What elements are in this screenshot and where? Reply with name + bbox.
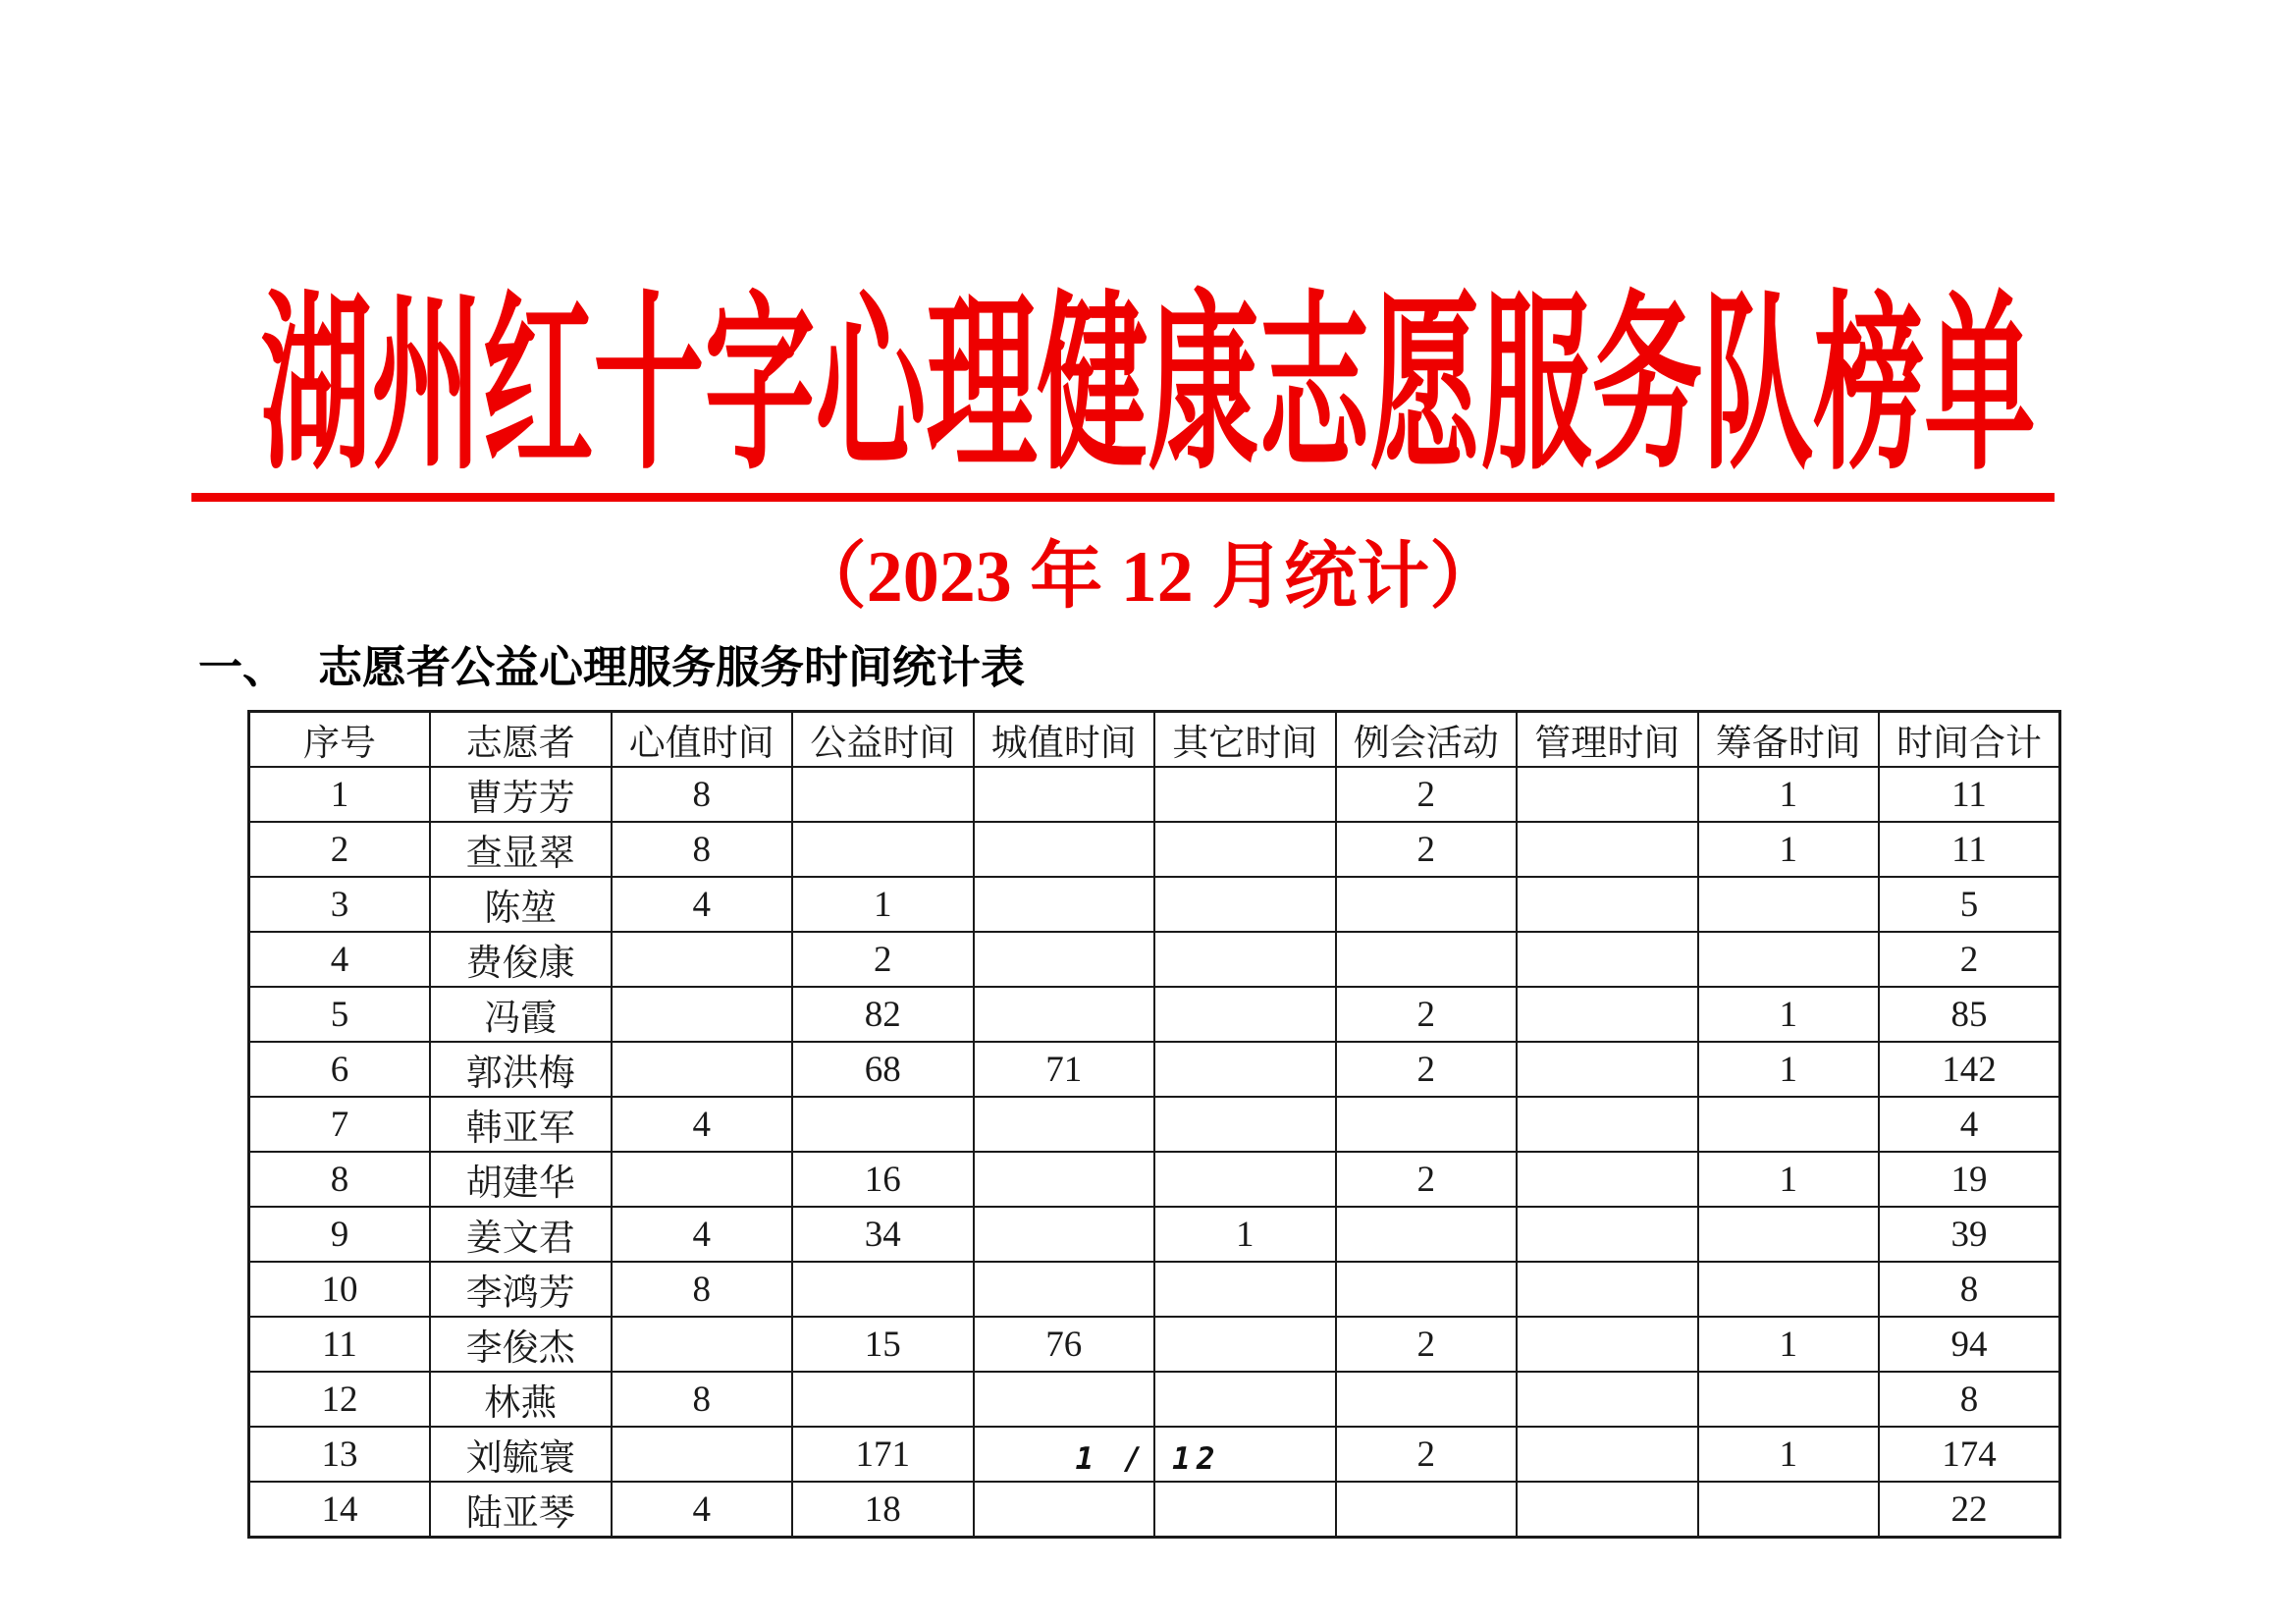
table-cell: 68 bbox=[792, 1042, 974, 1097]
table-cell bbox=[1517, 1042, 1698, 1097]
table-cell bbox=[1154, 1482, 1336, 1538]
table-cell: 冯霞 bbox=[430, 987, 612, 1042]
table-cell: 82 bbox=[792, 987, 974, 1042]
table-cell: 8 bbox=[612, 1262, 793, 1317]
table-cell bbox=[1154, 877, 1336, 932]
table-cell: 19 bbox=[1879, 1152, 2060, 1207]
table-cell bbox=[612, 1152, 793, 1207]
table-cell: 1 bbox=[1698, 1317, 1880, 1372]
table-cell: 174 bbox=[1879, 1427, 2060, 1482]
table-cell: 142 bbox=[1879, 1042, 2060, 1097]
table-cell bbox=[1154, 932, 1336, 987]
document-title: 湖州红十字心理健康志愿服务队榜单 bbox=[260, 281, 2036, 493]
table-cell: 查显翠 bbox=[430, 822, 612, 877]
table-cell bbox=[792, 1372, 974, 1427]
table-cell bbox=[612, 1317, 793, 1372]
table-cell bbox=[974, 1207, 1155, 1262]
table-row bbox=[249, 1152, 2060, 1207]
page-footer bbox=[0, 1441, 2296, 1477]
table-cell: 2 bbox=[792, 932, 974, 987]
table-cell bbox=[974, 1152, 1155, 1207]
table-header-cell: 其它时间 bbox=[1154, 712, 1336, 768]
table-cell: 10 bbox=[249, 1262, 431, 1317]
table-row bbox=[249, 822, 2060, 877]
table-cell bbox=[974, 1482, 1155, 1538]
stats-table bbox=[247, 710, 2061, 1539]
table-cell bbox=[1698, 877, 1880, 932]
table-cell: 李俊杰 bbox=[430, 1317, 612, 1372]
table-cell: 4 bbox=[612, 1097, 793, 1152]
table-cell bbox=[1336, 1207, 1518, 1262]
table-cell bbox=[1517, 877, 1698, 932]
table-cell: 71 bbox=[974, 1042, 1155, 1097]
document-subtitle-container bbox=[0, 520, 2296, 633]
table-cell: 1 bbox=[1698, 1427, 1880, 1482]
table-cell bbox=[792, 767, 974, 822]
table-cell bbox=[974, 987, 1155, 1042]
table-cell: 16 bbox=[792, 1152, 974, 1207]
document-subtitle: （2023 年 12 月统计） bbox=[793, 536, 1503, 618]
table-row bbox=[249, 932, 2060, 987]
table-row bbox=[249, 877, 2060, 932]
table-cell: 胡建华 bbox=[430, 1152, 612, 1207]
table-cell bbox=[612, 1042, 793, 1097]
table-cell: 1 bbox=[1698, 1042, 1880, 1097]
table-cell bbox=[1517, 987, 1698, 1042]
table-cell bbox=[1517, 1207, 1698, 1262]
table-cell: 2 bbox=[249, 822, 431, 877]
table-cell bbox=[1517, 822, 1698, 877]
table-cell: 11 bbox=[1879, 822, 2060, 877]
table-cell bbox=[612, 932, 793, 987]
title-underline bbox=[191, 493, 2055, 502]
table-cell bbox=[1336, 1372, 1518, 1427]
table-cell bbox=[1336, 1482, 1518, 1538]
table-cell bbox=[1154, 1152, 1336, 1207]
table-cell bbox=[974, 1097, 1155, 1152]
table-cell: 陈堃 bbox=[430, 877, 612, 932]
table-cell: 姜文君 bbox=[430, 1207, 612, 1262]
table-cell: 171 bbox=[792, 1427, 974, 1482]
table-cell: 22 bbox=[1879, 1482, 2060, 1538]
table-cell bbox=[1698, 1482, 1880, 1538]
table-cell: 34 bbox=[792, 1207, 974, 1262]
table-cell bbox=[1154, 1317, 1336, 1372]
table-cell: 5 bbox=[1879, 877, 2060, 932]
table-cell bbox=[974, 1262, 1155, 1317]
table-row bbox=[249, 767, 2060, 822]
table-cell bbox=[1517, 1262, 1698, 1317]
table-cell: 8 bbox=[612, 822, 793, 877]
table-cell bbox=[1336, 1262, 1518, 1317]
table-cell: 1 bbox=[1698, 822, 1880, 877]
table-row bbox=[249, 1207, 2060, 1262]
table-cell: 76 bbox=[974, 1317, 1155, 1372]
table-cell: 18 bbox=[792, 1482, 974, 1538]
document-title-container bbox=[0, 283, 2296, 491]
table-header-cell: 公益时间 bbox=[792, 712, 974, 768]
table-cell: 14 bbox=[249, 1482, 431, 1538]
table-cell: 2 bbox=[1336, 1152, 1518, 1207]
table-header-cell: 序号 bbox=[249, 712, 431, 768]
table-cell: 2 bbox=[1336, 1427, 1518, 1482]
table-cell bbox=[1154, 1262, 1336, 1317]
table-cell: 8 bbox=[1879, 1262, 2060, 1317]
table-header-cell: 心值时间 bbox=[612, 712, 793, 768]
page-number-indicator: 1 / 12 bbox=[1075, 1441, 1221, 1477]
table-header-cell: 例会活动 bbox=[1336, 712, 1518, 768]
table-cell bbox=[974, 767, 1155, 822]
table-cell: 林燕 bbox=[430, 1372, 612, 1427]
table-header-cell: 志愿者 bbox=[430, 712, 612, 768]
table-header-cell: 筹备时间 bbox=[1698, 712, 1880, 768]
table-cell: 8 bbox=[249, 1152, 431, 1207]
table-row bbox=[249, 1097, 2060, 1152]
table-cell: 2 bbox=[1336, 1042, 1518, 1097]
table-cell: 85 bbox=[1879, 987, 2060, 1042]
table-cell bbox=[1698, 1097, 1880, 1152]
table-cell bbox=[1154, 1097, 1336, 1152]
table-cell bbox=[974, 822, 1155, 877]
table-cell bbox=[792, 822, 974, 877]
table-cell: 4 bbox=[1879, 1097, 2060, 1152]
table-cell: 2 bbox=[1879, 932, 2060, 987]
table-cell bbox=[1154, 1372, 1336, 1427]
table-cell: 刘毓寰 bbox=[430, 1427, 612, 1482]
table-cell: 94 bbox=[1879, 1317, 2060, 1372]
table-row bbox=[249, 987, 2060, 1042]
table-row bbox=[249, 1482, 2060, 1538]
table-cell: 13 bbox=[249, 1427, 431, 1482]
table-cell bbox=[1517, 1152, 1698, 1207]
table-cell: 8 bbox=[612, 1372, 793, 1427]
table-cell: 3 bbox=[249, 877, 431, 932]
table-cell: 5 bbox=[249, 987, 431, 1042]
table-cell bbox=[1517, 1097, 1698, 1152]
table-cell bbox=[1517, 767, 1698, 822]
table-cell: 12 bbox=[249, 1372, 431, 1427]
table-cell bbox=[612, 987, 793, 1042]
table-cell: 1 bbox=[1698, 987, 1880, 1042]
table-cell bbox=[1698, 1207, 1880, 1262]
table-cell bbox=[1698, 932, 1880, 987]
table-cell: 郭洪梅 bbox=[430, 1042, 612, 1097]
table-cell: 15 bbox=[792, 1317, 974, 1372]
table-cell: 韩亚军 bbox=[430, 1097, 612, 1152]
table-cell bbox=[1154, 822, 1336, 877]
table-cell: 陆亚琴 bbox=[430, 1482, 612, 1538]
section-number: 一、 bbox=[198, 642, 288, 692]
table-cell: 1 bbox=[792, 877, 974, 932]
table-cell: 6 bbox=[249, 1042, 431, 1097]
table-cell bbox=[1336, 1097, 1518, 1152]
table-cell: 2 bbox=[1336, 822, 1518, 877]
table-row bbox=[249, 1317, 2060, 1372]
table-cell: 2 bbox=[1336, 1317, 1518, 1372]
table-cell bbox=[974, 1372, 1155, 1427]
table-cell: 7 bbox=[249, 1097, 431, 1152]
section-title: 志愿者公益心理服务服务时间统计表 bbox=[318, 642, 1026, 692]
table-cell bbox=[1517, 1372, 1698, 1427]
table-cell: 1 bbox=[1698, 767, 1880, 822]
table-cell: 9 bbox=[249, 1207, 431, 1262]
table-cell bbox=[1154, 767, 1336, 822]
table-cell: 11 bbox=[249, 1317, 431, 1372]
table-cell bbox=[1336, 877, 1518, 932]
table-row bbox=[249, 1372, 2060, 1427]
table-cell: 2 bbox=[1336, 987, 1518, 1042]
table-cell bbox=[1154, 987, 1336, 1042]
table-cell: 4 bbox=[612, 1482, 793, 1538]
table-cell bbox=[792, 1097, 974, 1152]
table-cell: 1 bbox=[1154, 1207, 1336, 1262]
table-row bbox=[249, 1262, 2060, 1317]
table-cell: 李鸿芳 bbox=[430, 1262, 612, 1317]
table-cell bbox=[974, 932, 1155, 987]
table-cell: 8 bbox=[1879, 1372, 2060, 1427]
table-cell: 8 bbox=[612, 767, 793, 822]
table-cell: 39 bbox=[1879, 1207, 2060, 1262]
table-row bbox=[249, 1042, 2060, 1097]
table-header-cell: 管理时间 bbox=[1517, 712, 1698, 768]
table-cell: 1 bbox=[1698, 1152, 1880, 1207]
table-cell bbox=[1517, 1317, 1698, 1372]
table-cell bbox=[1336, 932, 1518, 987]
table-header-cell: 城值时间 bbox=[974, 712, 1155, 768]
table-cell: 4 bbox=[249, 932, 431, 987]
table-cell: 2 bbox=[1336, 767, 1518, 822]
table-cell: 费俊康 bbox=[430, 932, 612, 987]
table-cell: 1 bbox=[249, 767, 431, 822]
table-cell bbox=[1154, 1042, 1336, 1097]
section-heading bbox=[198, 643, 1025, 692]
table-cell: 4 bbox=[612, 877, 793, 932]
table-cell: 4 bbox=[612, 1207, 793, 1262]
table-header-cell: 时间合计 bbox=[1879, 712, 2060, 768]
table-cell bbox=[792, 1262, 974, 1317]
table-cell bbox=[1698, 1262, 1880, 1317]
table-cell bbox=[1517, 1482, 1698, 1538]
table-header-row bbox=[249, 712, 2060, 768]
table-cell bbox=[1517, 932, 1698, 987]
table-cell: 曹芳芳 bbox=[430, 767, 612, 822]
table-cell bbox=[1698, 1372, 1880, 1427]
table-cell bbox=[974, 877, 1155, 932]
table-cell: 11 bbox=[1879, 767, 2060, 822]
